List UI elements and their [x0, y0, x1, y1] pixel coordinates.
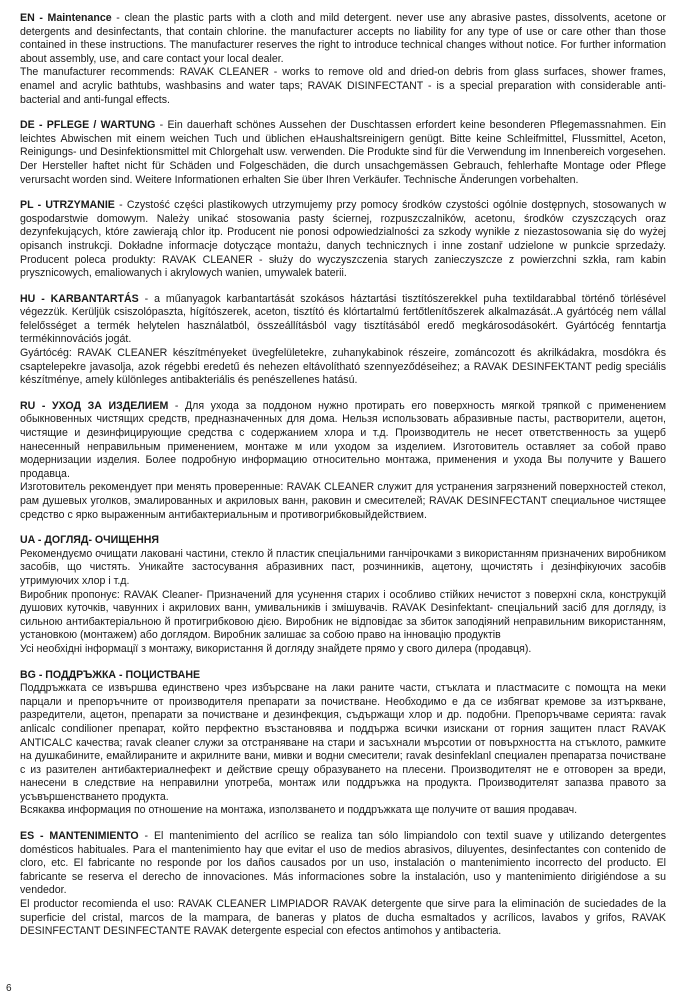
section-text: - Czystość części plastikowych utrzymujemy przy pomocy środków czystości ogólnie dostępnych, stosowanych w gospodarstwie domowym. Należy unikać stosowania pasty ściernej, rozpuszczalników, acetonu, środków czyszczących oraz dezynfekujących, które zawierają chlor itp. Producent nie ponosi odpowiedzialności za szkody wynikłe z niezastosowania się do wyżej opisanch instrukcji. Dokładne informacje dotyczące montażu, danych technicznych i inne zostanř udzielone w punkcie sprzedaży. Producent poleca produkty: RAVAK CLEANER - służy do wyczyszczenia starych zanieczyszcze z powierzchni szkła, ram kabin prysznicowych, emaliowanych i akrylowych wanien, umywalek baterii.: [20, 199, 666, 280]
page-number: 6: [6, 983, 12, 994]
section-heading: BG - ПОДДРЪЖКА - ПОЦИСТВАНЕ: [20, 668, 201, 681]
section-heading: HU - KARBANTARTÁS: [20, 292, 139, 305]
section-heading: RU - УХОД ЗА ИЗДЕЛИЕМ: [20, 399, 169, 412]
section-heading: DE - PFLEGE / WARTUNG: [20, 119, 156, 132]
paragraph: [20, 830, 666, 898]
section-heading: PL - UTRZYMANIE: [20, 199, 115, 212]
section-text: - Ein dauerhaft schönes Aussehen der Duschtassen erfordert keine besonderen Pflegemassnahmen. Ein leichtes Abwischen mit einem weichen Tuch und üblichen eHaushaltsreinigern genügt. Bitte keine Schleifmittel, Flussmittel, Aceton, Reinigungs- und Desinfektionsmittel mit Chlorgehalt usw. verwenden. Die Produkte sind für die Verwendung im Innenbereich vorgesehen. Der Hersteller haftet nicht für Schäden und Folgeschäden, die durch unsachgemässen Gebrauch, fehlerhafte Montage oder Pflege verursacht worden sind. Weitere Informationen erhalten Sie über Ihren Verkäufer. Technische Änderungen vorbehalten.: [20, 119, 666, 186]
paragraph: Рекомендуємо очищати лаковані частини, стекло й пластик спеціальними ганчірочками з використанням призначених виробником засобів, що чистять. Уникайте застосування абразивних паст, розчинників, ацетону, щочистять і дезінфікуючих засобів утримуючих хлор і т.д.: [20, 547, 666, 587]
section-text: - Для ухода за поддоном нужно протирать его поверхность мягкой тряпкой с применением обыкновенных чистящих средств, предназначенных для дома. Нельзя использовать абразивные пасты, растворители, ацетон, чистящие и дезинфицирующие средства с содержанием хлора и т.д. Производитель не несет ответственность за ущерб нанесенный неправильным применением, монтаже м или уходом за изделием. Изготовитель оставляет за собой право модернизации изделия. Более подробную информацию относительно монтажа, применения и ухода Вы получите у Вашего продавца.: [20, 399, 666, 480]
section-text: - El mantenimiento del acrílico se realiza tan sólo limpiandolo con textil suave y utilizando detergentes domésticos habituales. Para el mantenimiento hay que evitar el uso de medios abrasivos, diluyentes, desinfectantes con contenido de cloro, etc. El fabricante no responde por los daños causados por un uso, instalación o mantenimiento incorrecto del producto. El fabricante se reserva el derecho de innovaciones. Más informaciones sobre la instalación, uso y mantenimiento dirigiéndose a su vendedor.: [20, 830, 666, 897]
section-heading: ES - MANTENIMIENTO: [20, 830, 139, 843]
paragraph: Всякаква информация по отношение на монтажа, използването и поддръжката ще получите от вашия продавач.: [20, 804, 578, 817]
paragraph: Поддръжката се извършва единствено чрез избърсване на лаки ранитe части, стъклата и пластмасите с помощта на меки парцали и препоръчните от производителя препарати за почистване. Необходимо е да се избягват кремове за изтъркване, разредители, ацетон, препарати за почистване и дезинфекция, съдържащи хлор и др. подобни. Препоръчваме серията: ravak anlicalc condilioner препарат, който перфектно възстановява и поддържа всички изискани от горния защитен пласт RAVAK ANTICALC качества; ravak cleaner служи за отстраняване на стари и засъхнали мърсотии от повърхността на стъклото, рамките на душкабините, емайлираните и акрилните вани, мивки и водни смесители; ravak desinfeklanl специален препаратза почистване с из разителен антибактериалнефект и действие срещу образуването на плесени. Производителят не е отговорен за вреди, нанесени в следствие на неправилни употреба, монтаж или поддръжка на продукта. Производителят запазва правото за усъвършенстването продукта.: [20, 682, 666, 803]
paragraph: [20, 12, 666, 66]
paragraph: Gyártócég: RAVAK CLEANER készítményeket üvegfelületekre, zuhanykabinok részeire, zománcozott és akrilkádakra, mosdókra és csaptelepekre javasolja, azok régebbi eredetű és nehezen eltávolítható szennyeződéseihez; a RAVAK DESINFEKTANT pedig speciális készítménye, amely különleges antibakteriális és penészellenes hatású.: [20, 347, 666, 387]
section-de: [20, 119, 666, 187]
paragraph: Усі необхідні інформації з монтажу, використання й догляду знайдете прямо у свого дилера (продавця).: [20, 642, 532, 655]
paragraph: [20, 199, 666, 281]
section-ru: [20, 400, 666, 522]
paragraph: [20, 293, 666, 347]
section-text: - clean the plastic parts with a cloth and mild detergent. never use any abrasive pastes, dissolvents, acetone or detergents and desinfectants, that contain chlorine. the manufacturer accepts no liability for any type of use or care other than those contained in these instructions. The manufacturer reserves the right to introduce technical changes without notice. For further information about assembly, use, and care contact your local dealer.: [20, 12, 666, 65]
section-heading: UA - ДОГЛЯД- ОЧИЩЕННЯ: [20, 534, 159, 547]
section-hu: [20, 293, 666, 388]
paragraph: Виробник пропонує: RAVAK Cleaner- Призначений для усунення старих і особливо стійких нечистот з поверхні скла, конструкцій душових куточків, чавунних і акрилових ванн, умивальників і змішувачів. RAVAK Desinfektant- спеціальний засіб для догляду, із сильною антибактеріальною й протигрибковою дією. Виробник не відповідає за збиток заподіяний неправильним використанням, установкою (монтажем) або доглядом. Виробник залишає за собою право на інновацію продуктів: [20, 588, 666, 642]
paragraph: [20, 400, 666, 482]
section-es: [20, 830, 666, 939]
manual-page: [20, 12, 666, 951]
paragraph: El productor recomienda el uso: RAVAK CLEANER LIMPIADOR RAVAK detergente que sirve para la eliminación de suciedades de la superficie del cristal, marcos de la mampara, de baneras y platos de ducha esmaltados y acrílicos, lavabos y grifos, RAVAK DESINFECTANT DESINFECTANTE RAVAK detergente especial con efectos antimohos y antibacteria.: [20, 898, 666, 938]
section-heading: EN - Maintenance: [20, 12, 112, 24]
section-ua: [20, 534, 666, 656]
paragraph: The manufacturer recommends: RAVAK CLEANER - works to remove old and dried-on debris from glass surfaces, shower frames, enamel and acrylic bathtubs, washbasins and water taps; RAVAK DISINFECTANT - is a special preparation with considerable anti-bacterial and anti-fungal effects.: [20, 66, 666, 106]
section-bg: [20, 669, 666, 819]
section-en: [20, 12, 666, 107]
paragraph: Изготовитель рекомендует при менять проверенные: RAVAK CLEANER служит для устранения загрязнений поверхностей стекол, рам душевых уголков, эмалированных и акриловых ванн, раковин и смесителей; RAVAK DESINFECTANT специальное чистящее средство с ярко выраженным антибактериальным и противогрибковыйдействием.: [20, 481, 666, 521]
section-pl: [20, 199, 666, 281]
section-text: - a műanyagok karbantartását szokásos háztartási tisztítószerekkel puha textildarabbal történő törlésével végezzük. Kerüljük csiszolópaszta, hígítószerek, aceton, tisztító és klórtartalmú fertőtlenítőszerek alkalmazását..A gyártócég nem vállal felelősséget a termék helytelen használatból, összeállításból vagy tisztításából eredő megkárosodásokért. Gyártócég fenntartja termékinnovációs jogát.: [20, 292, 666, 346]
paragraph: [20, 119, 666, 187]
